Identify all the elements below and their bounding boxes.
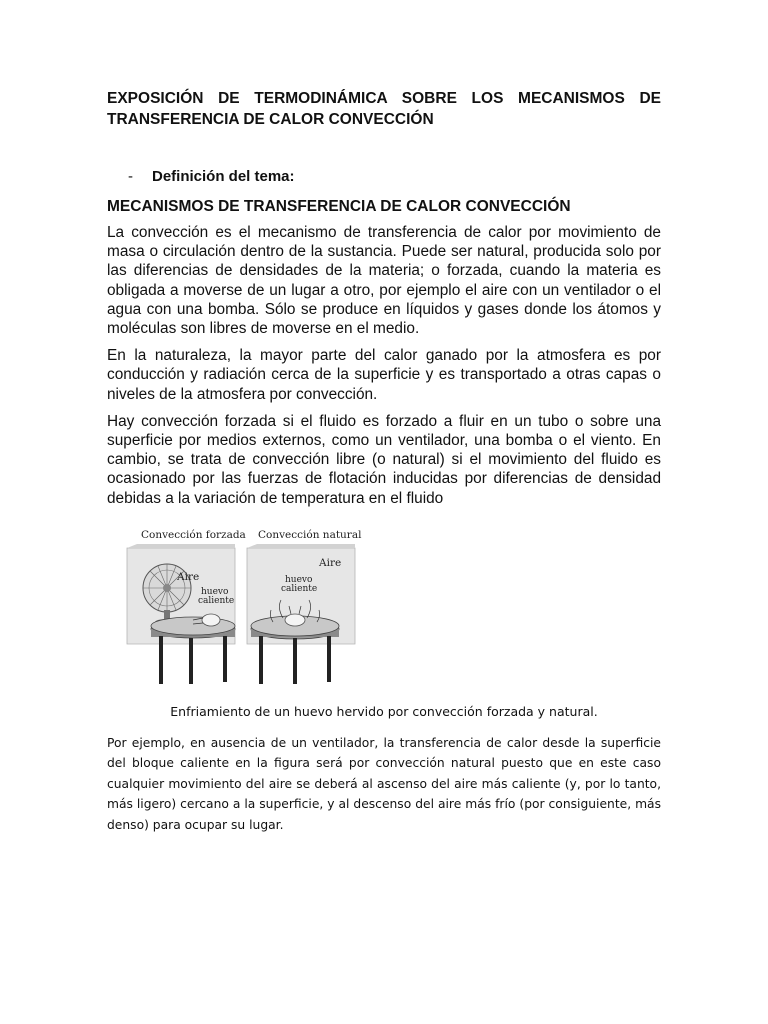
document-page (107, 88, 661, 848)
figure-right-egg-label-2: caliente (281, 583, 318, 594)
figure-left-title: Convección forzada (141, 528, 246, 541)
bullet-dash: - (128, 168, 133, 185)
figure-right-egg-label-1: huevo (285, 574, 313, 585)
paragraph-4: Por ejemplo, en ausencia de un ventilador, la transferencia de calor desde la superficie del bloque caliente en la figura será por convección natural puesto que en este caso cualquier movimiento del aire se deberá al ascenso del aire más caliente (y, por lo tanto, más ligero) cercano a la superficie, y al descenso del aire más frío (por consiguiente, más denso) para ocupar su lugar. (107, 735, 661, 832)
figure-left-egg-label-1: huevo (201, 586, 229, 597)
figure-left-air-label: Aire (177, 570, 200, 583)
forced-convection-panel (127, 544, 235, 684)
figure-right-title: Convección natural (258, 528, 362, 541)
bullet-label: Definición del tema: (152, 168, 295, 185)
document-title: EXPOSICIÓN DE TERMODINÁMICA SOBRE LOS MECANISMOS DE TRANSFERENCIA DE CALOR CONVECCIÓN (107, 90, 661, 128)
natural-convection-panel (247, 544, 355, 684)
egg-icon (202, 614, 220, 626)
paragraph-2: En la naturaleza, la mayor parte del calor ganado por la atmosfera es por conducción y radiación cerca de la superficie y es transportado a otras capas o niveles de la atmosfera por convección. (107, 347, 661, 403)
figure-caption: Enfriamiento de un huevo hervido por convección forzada y natural. (170, 703, 598, 719)
convection-figure (123, 526, 365, 686)
paragraph-3: Hay convección forzada si el fluido es forzado a fluir en un tubo o sobre una superficie por medios externos, como un ventilador, una bomba o el viento. En cambio, se trata de convección libre (o natural) si el movimiento del fluido es ocasionado por las fuerzas de flotación inducidas por diferencias de densidad debidas a la variación de temperatura en el fluido (107, 412, 661, 507)
paragraph-1: La convección es el mecanismo de transferencia de calor por movimiento de masa o circulación dentro de la sustancia. Puede ser natural, producida solo por las diferencias de densidades de la materia; o forzada, cuando la materia es obligada a moverse de un lugar a otro, por ejemplo el aire con un ventilador o el agua con una bomba. Sólo se produce en líquidos y gases donde los átomos y moléculas son libres de moverse en el medio. (107, 224, 661, 338)
bullet-item (107, 168, 661, 185)
convection-illustration (123, 526, 365, 686)
section-subtitle: MECANISMOS DE TRANSFERENCIA DE CALOR CONVECCIÓN (107, 198, 571, 215)
figure-left-egg-label-2: caliente (198, 595, 235, 606)
figure-right-air-label: Aire (319, 556, 342, 569)
egg-icon (285, 614, 305, 626)
